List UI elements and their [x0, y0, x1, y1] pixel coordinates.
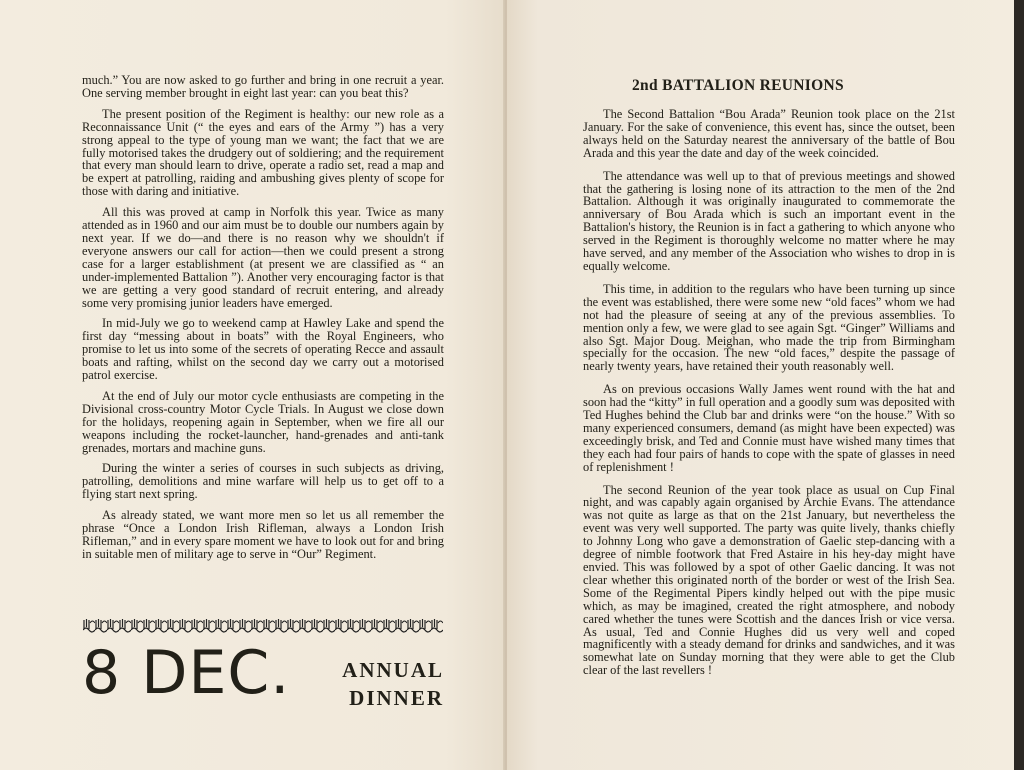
dinner-date: 8 DEC.	[82, 638, 291, 708]
section-heading: 2nd BATTALION REUNIONS	[632, 77, 844, 94]
left-paragraph-7: As already stated, we want more men so let us all remember the phrase “Once a London Irish Rifleman, always a London Irish Rifleman,” and in every spare moment we have to look out for and bring in suitable men of military age to serve in “Our” Regiment.	[82, 508, 444, 561]
left-paragraph-2: The present position of the Regiment is healthy: our new role as a Reconnaissance Unit (“ the eyes and ears of the Army ”) has a very strong appeal to the type of young man we want; the fact that we are fully motorised takes the drudgery out of soldiering; and the requirement that every man should learn to drive, operate a radio set, read a map and be expert at patrolling, raiding and ambushing gives plenty of scope for those with daring and initiative.	[82, 106, 444, 199]
right-paragraph-3: This time, in addition to the regulars who have been turning up since the event was established, there were some new “old faces” whom we had not had the pleasure of seeing at any of the previous assemblies. To mention only a few, we were glad to see again Sgt. “Ginger” Williams and also Sgt. Major Doug. Meighan, who made the trip from Birmingham specially for the occasion. The new “old faces,” despite the passage of nearly twenty years, have retained their youth reasonably well.	[583, 281, 955, 374]
annual-dinner-line-1: ANNUAL	[342, 658, 444, 682]
right-page	[507, 0, 1024, 770]
page-edge	[1014, 0, 1024, 770]
right-text-column	[583, 108, 955, 687]
decorative-border	[83, 617, 443, 633]
left-paragraph-5: At the end of July our motor cycle enthusiasts are competing in the Divisional cross-country Motor Cycle Trials. In August we close down for the holidays, reopening again in September, when we fire all our weapons including the rocket-launcher, hand-grenades and anti-tank grenades, mortars and machine guns.	[82, 388, 444, 455]
right-paragraph-1: The Second Battalion “Bou Arada” Reunion took place on the 21st January. For the sake of convenience, this event has, since the outset, been always held on the Saturday nearest the anniversary of the battle of Bou Arada and this year the date and day of the week coincided.	[583, 107, 955, 160]
left-paragraph-6: During the winter a series of courses in such subjects as driving, patrolling, demolitions and mine warfare will help us to get off to a flying start next spring.	[82, 461, 444, 502]
right-paragraph-4: As on previous occasions Wally James went round with the hat and soon had the “kitty” in full operation and a goodly sum was deposited with Ted Hughes behind the Club bar and drinks were “on the house.” With so many experienced consumers, demand (as might have been expected) was exceedingly brisk, and Ted and Connie must have wished many times that they each had four pairs of hands to cope with the spate of glasses in need of replenishment !	[583, 382, 955, 474]
left-paragraph-1: much.” You are now asked to go further and bring in one recruit a year. One serving member brought in eight last year: can you beat this?	[82, 73, 444, 100]
annual-dinner-line-2: DINNER	[349, 686, 444, 710]
left-text-column	[82, 74, 444, 569]
left-paragraph-4: In mid-July we go to weekend camp at Hawley Lake and spend the first day “messing about in boats” with the Royal Engineers, who promise to let us into some of the secrets of operating Recce and assault boats and rafting, whilst on the second day we carry out a motorised patrol exercise.	[82, 316, 444, 383]
annual-dinner-label	[330, 656, 444, 712]
right-paragraph-2: The attendance was well up to that of previous meetings and showed that the gathering is losing none of its attraction to the men of the 2nd Battalion. Although it was originally inaugurated to commemorate the anniversary of Bou Arada which is such an important event in the Battalion's history, the Reunion is in fact a gathering to which anyone who served in the Regiment is thoroughly welcome no matter where he may have served, and any member of the Association who wishes to drop in is equally welcome.	[583, 168, 955, 273]
left-paragraph-3: All this was proved at camp in Norfolk this year. Twice as many attended as in 1960 and our aim must be to double our numbers again by next year. If we do—and there is no reason why we shouldn't if everyone answers our call for action—then we could present a strong case for a larger establishment (at present we are classified as “ an under-implemented Battalion ”). Another very encouraging factor is that we are getting a very good standard of recruit entering, and already some very promising junior leaders have emerged.	[82, 205, 444, 310]
right-paragraph-5: The second Reunion of the year took place as usual on Cup Final night, and was capably again organised by Archie Evans. The attendance was not quite as large as that on the 21st January, but nevertheless the event was very well supported. The party was quite lively, thanks chiefly to Johnny Long who gave a demonstration of Gaelic step-dancing with a degree of nimble footwork that Fred Astaire in his hey-day might have envied. This was followed by a spot of other Gaelic dancing. It was not clear whether this originated north of the border or west of the Irish Sea. Some of the Regimental Pipers kindly helped out with the pipe music which, as may be imagined, created the right atmosphere, and nobody cared whether the tunes were Scottish and the dances Irish or vice versa. As usual, Ted and Connie Hughes did us very well and coped magnificently with a steady demand for drinks and sandwiches, and it was somewhat late on Sunday morning that they were able to get the Club clear of the last revellers !	[583, 482, 955, 678]
left-page	[0, 0, 507, 770]
